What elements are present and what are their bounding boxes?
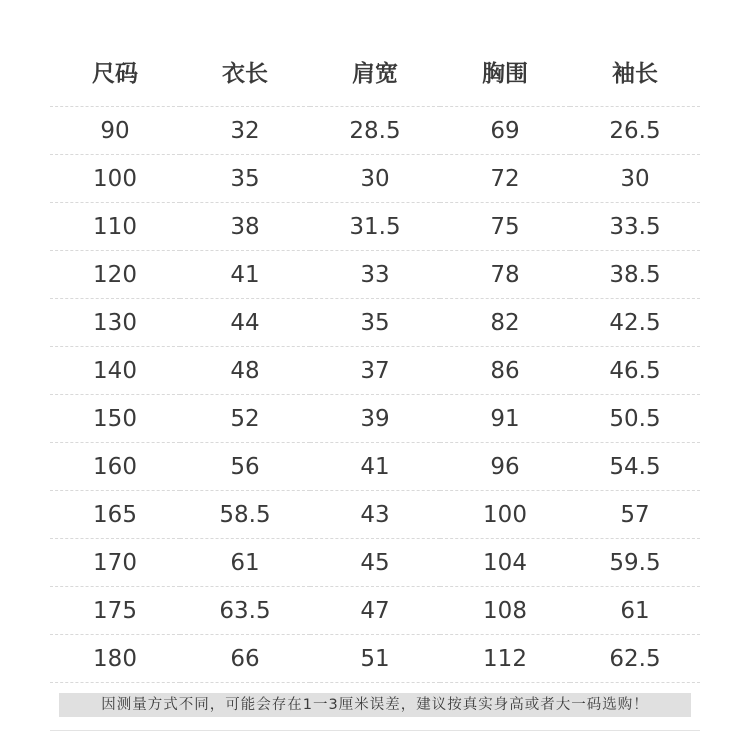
- table-row: [50, 299, 700, 347]
- cell-shoulder: 45: [310, 539, 440, 587]
- cell-size: 120: [50, 251, 180, 299]
- cell-sleeve: 59.5: [570, 539, 700, 587]
- cell-length: 48: [180, 347, 310, 395]
- header-sleeve: 袖长: [570, 36, 700, 107]
- cell-sleeve: 54.5: [570, 443, 700, 491]
- table-row: [50, 107, 700, 155]
- cell-chest: 75: [440, 203, 570, 251]
- cell-chest: 72: [440, 155, 570, 203]
- cell-size: 90: [50, 107, 180, 155]
- cell-length: 41: [180, 251, 310, 299]
- cell-shoulder: 30: [310, 155, 440, 203]
- cell-sleeve: 50.5: [570, 395, 700, 443]
- cell-length: 32: [180, 107, 310, 155]
- header-size: 尺码: [50, 36, 180, 107]
- cell-shoulder: 35: [310, 299, 440, 347]
- header-length: 衣长: [180, 36, 310, 107]
- table-row: [50, 635, 700, 683]
- cell-shoulder: 51: [310, 635, 440, 683]
- cell-size: 140: [50, 347, 180, 395]
- cell-sleeve: 61: [570, 587, 700, 635]
- cell-shoulder: 28.5: [310, 107, 440, 155]
- cell-size: 130: [50, 299, 180, 347]
- cell-shoulder: 39: [310, 395, 440, 443]
- cell-size: 165: [50, 491, 180, 539]
- cell-size: 175: [50, 587, 180, 635]
- cell-shoulder: 37: [310, 347, 440, 395]
- cell-sleeve: 26.5: [570, 107, 700, 155]
- cell-length: 44: [180, 299, 310, 347]
- cell-chest: 112: [440, 635, 570, 683]
- size-rows: [50, 107, 700, 683]
- cell-chest: 78: [440, 251, 570, 299]
- bottom-divider: [50, 730, 700, 731]
- cell-sleeve: 62.5: [570, 635, 700, 683]
- cell-chest: 91: [440, 395, 570, 443]
- size-chart-table: [50, 36, 700, 683]
- cell-shoulder: 41: [310, 443, 440, 491]
- table-row: [50, 347, 700, 395]
- cell-length: 63.5: [180, 587, 310, 635]
- cell-length: 35: [180, 155, 310, 203]
- cell-chest: 82: [440, 299, 570, 347]
- table-row: [50, 539, 700, 587]
- cell-chest: 108: [440, 587, 570, 635]
- table-row: [50, 443, 700, 491]
- cell-size: 110: [50, 203, 180, 251]
- cell-size: 150: [50, 395, 180, 443]
- header-shoulder: 肩宽: [310, 36, 440, 107]
- measurement-note: 因测量方式不同，可能会存在1一3厘米误差，建议按真实身高或者大一码选购！: [59, 693, 691, 717]
- cell-length: 52: [180, 395, 310, 443]
- cell-chest: 100: [440, 491, 570, 539]
- cell-shoulder: 33: [310, 251, 440, 299]
- cell-sleeve: 42.5: [570, 299, 700, 347]
- table-row: [50, 155, 700, 203]
- cell-size: 160: [50, 443, 180, 491]
- table-row: [50, 395, 700, 443]
- cell-chest: 96: [440, 443, 570, 491]
- header-row: [50, 36, 700, 107]
- cell-length: 56: [180, 443, 310, 491]
- cell-sleeve: 38.5: [570, 251, 700, 299]
- cell-shoulder: 47: [310, 587, 440, 635]
- cell-length: 58.5: [180, 491, 310, 539]
- cell-sleeve: 30: [570, 155, 700, 203]
- cell-length: 61: [180, 539, 310, 587]
- cell-sleeve: 33.5: [570, 203, 700, 251]
- table-row: [50, 251, 700, 299]
- cell-size: 180: [50, 635, 180, 683]
- cell-chest: 69: [440, 107, 570, 155]
- table-row: [50, 203, 700, 251]
- cell-sleeve: 57: [570, 491, 700, 539]
- cell-sleeve: 46.5: [570, 347, 700, 395]
- table-row: [50, 587, 700, 635]
- cell-size: 170: [50, 539, 180, 587]
- cell-length: 38: [180, 203, 310, 251]
- cell-shoulder: 43: [310, 491, 440, 539]
- cell-length: 66: [180, 635, 310, 683]
- cell-shoulder: 31.5: [310, 203, 440, 251]
- cell-chest: 86: [440, 347, 570, 395]
- cell-chest: 104: [440, 539, 570, 587]
- table-row: [50, 491, 700, 539]
- cell-size: 100: [50, 155, 180, 203]
- header-chest: 胸围: [440, 36, 570, 107]
